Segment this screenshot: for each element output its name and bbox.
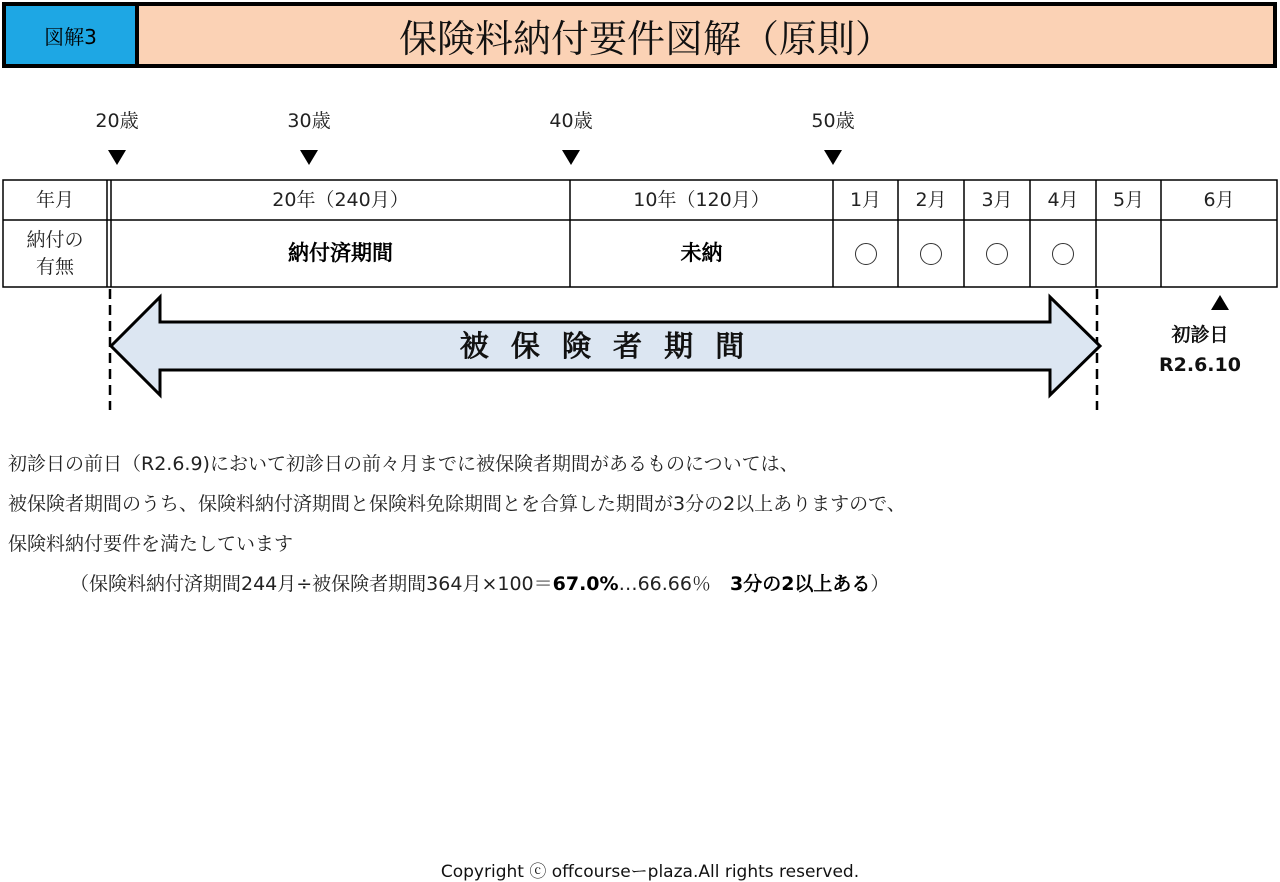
age-label-30: 30歳 [287,110,331,132]
month-3-paid-mark [964,220,1030,287]
explanation-line2: 被保険者期間のうち、保険料納付済期間と保険料免除期間とを合算した期間が3分の2以上ありますので、 [8,493,906,515]
calculation-formula [70,569,889,596]
month-3: 3月 [981,188,1013,211]
age-label-20: 20歳 [95,110,139,132]
paid-circle-icon [1052,243,1074,265]
month-6: 6月 [1203,188,1235,211]
first-visit-date: R2.6.10 [1159,354,1241,377]
page-title: 保険料納付要件図解（原則） [398,16,893,61]
formula-middle: …66.66％ [618,573,730,595]
month-1: 1月 [849,188,882,211]
age-label-50: 50歳 [811,110,855,132]
explanation-line3: 保険料納付要件を満たしています [8,533,294,555]
month-1-paid-mark [833,220,898,287]
explanation-line1: 初診日の前日（R2.6.9)において初診日の前々月までに被保険者期間があるものについては、 [8,453,799,475]
age-label-40: 40歳 [549,110,593,132]
month-2: 2月 [915,188,947,211]
row-label-yearmonth: 年月 [35,188,74,211]
formula-result: 67.0% [552,573,619,595]
formula-suffix: ） [870,573,890,595]
unpaid-period-label: 未納 [680,240,723,265]
row-label-payment [3,220,107,287]
month-2-paid-mark [898,220,964,287]
copyright-footer: Copyright ⓒ offcourseーplaza.All rights reserved. [440,862,860,882]
figure-tag: 図解3 [6,6,139,64]
month-4: 4月 [1047,188,1079,211]
month-5: 5月 [1112,188,1145,211]
first-visit-label [1145,320,1255,381]
paid-period-label: 納付済期間 [288,240,393,265]
formula-prefix: （保険料納付済期間244月÷被保険者期間364月×100＝ [70,573,553,595]
row-label-payment-line2: 有無 [35,255,74,278]
period2-duration: 10年（120月） [633,188,770,211]
first-visit-title: 初診日 [1171,324,1229,346]
row-label-payment-line1: 納付の [26,228,84,251]
insured-period-label: 被 保 険 者 期 間 [459,328,751,363]
period1-duration: 20年（240月） [272,188,409,211]
paid-circle-icon [920,243,942,265]
month-4-paid-mark [1030,220,1096,287]
first-visit-marker-icon [1211,295,1229,310]
paid-circle-icon [855,243,877,265]
paid-circle-icon [986,243,1008,265]
formula-conclusion: 3分の2以上ある [729,573,871,595]
